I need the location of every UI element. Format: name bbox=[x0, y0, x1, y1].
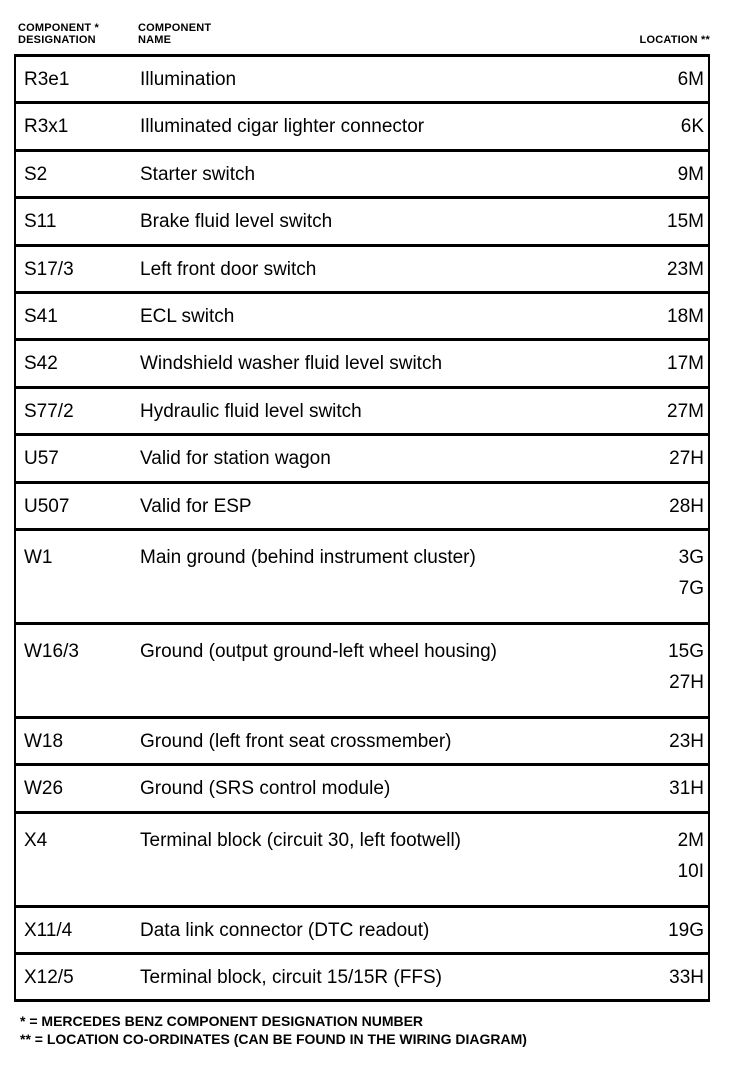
component-location bbox=[667, 259, 704, 290]
header-location: LOCATION ** bbox=[639, 34, 710, 46]
table-row bbox=[14, 389, 710, 436]
header-name bbox=[138, 22, 211, 46]
location-coordinate: 9M bbox=[677, 163, 704, 185]
table-row bbox=[14, 531, 710, 625]
component-location bbox=[669, 731, 704, 762]
component-designation: S42 bbox=[24, 353, 58, 375]
table-row bbox=[14, 719, 710, 766]
component-name: Valid for ESP bbox=[140, 495, 252, 517]
component-location bbox=[669, 778, 704, 809]
component-designation: S77/2 bbox=[24, 400, 74, 422]
table-row bbox=[14, 57, 710, 104]
component-designation: X4 bbox=[24, 829, 48, 851]
component-designation: S41 bbox=[24, 305, 58, 327]
component-designation: X11/4 bbox=[24, 919, 73, 941]
component-designation: X12/5 bbox=[24, 967, 74, 989]
table-row bbox=[14, 152, 710, 199]
location-coordinate: 27H bbox=[669, 448, 704, 470]
component-location bbox=[679, 547, 704, 609]
component-name: Ground (output ground-left wheel housing) bbox=[140, 640, 498, 662]
component-location bbox=[667, 211, 704, 242]
component-name: Terminal block, circuit 15/15R (FFS) bbox=[140, 967, 442, 989]
component-table bbox=[14, 54, 710, 1002]
component-name: Terminal block (circuit 30, left footwell) bbox=[140, 829, 461, 851]
component-name: Left front door switch bbox=[140, 258, 317, 280]
component-location bbox=[668, 920, 704, 951]
header-name-line2: NAME bbox=[138, 34, 172, 46]
location-coordinate: 15G bbox=[668, 640, 704, 662]
component-designation: W26 bbox=[24, 778, 64, 800]
table-row bbox=[14, 908, 710, 955]
component-designation: U507 bbox=[24, 495, 70, 517]
location-coordinate: 23M bbox=[667, 258, 704, 280]
location-coordinate: 23H bbox=[669, 730, 704, 752]
component-location bbox=[678, 164, 704, 195]
component-location bbox=[667, 401, 704, 432]
component-location bbox=[678, 69, 704, 100]
location-coordinate: 27H bbox=[669, 671, 704, 693]
table-row bbox=[14, 625, 710, 719]
footnote-2: ** = LOCATION CO-ORDINATES (CAN BE FOUND IN THE WIRING DIAGRAM) bbox=[20, 1031, 527, 1047]
location-coordinate: 28H bbox=[669, 495, 704, 517]
location-coordinate: 19G bbox=[668, 919, 704, 941]
location-coordinate: 33H bbox=[669, 967, 704, 989]
location-coordinate: 15M bbox=[667, 211, 704, 233]
table-row bbox=[14, 341, 710, 388]
component-name: Illuminated cigar lighter connector bbox=[140, 116, 425, 138]
component-location bbox=[668, 641, 704, 703]
header-name-line1: COMPONENT bbox=[138, 22, 212, 34]
footnote-1: * = MERCEDES BENZ COMPONENT DESIGNATION NUMBER bbox=[20, 1013, 424, 1029]
location-coordinate: 6K bbox=[680, 116, 704, 138]
component-designation: S2 bbox=[24, 163, 48, 185]
component-location bbox=[667, 353, 704, 384]
table-row bbox=[14, 294, 710, 341]
table-row bbox=[14, 199, 710, 246]
location-coordinate: 10I bbox=[677, 860, 704, 882]
component-designation: W16/3 bbox=[24, 640, 79, 662]
component-name: Ground (SRS control module) bbox=[140, 778, 391, 800]
header-designation-line2: DESIGNATION bbox=[18, 34, 96, 46]
table-row bbox=[14, 484, 710, 531]
component-name: Brake fluid level switch bbox=[140, 211, 333, 233]
location-coordinate: 31H bbox=[669, 778, 704, 800]
location-coordinate: 3G bbox=[678, 546, 704, 568]
location-coordinate: 2M bbox=[677, 829, 704, 851]
location-coordinate: 17M bbox=[667, 353, 704, 375]
component-name: Data link connector (DTC readout) bbox=[140, 919, 430, 941]
table-row bbox=[14, 814, 710, 908]
component-designation: S11 bbox=[24, 211, 57, 233]
component-name: Valid for station wagon bbox=[140, 448, 331, 470]
location-coordinate: 6M bbox=[677, 69, 704, 90]
component-name: Main ground (behind instrument cluster) bbox=[140, 546, 476, 568]
location-coordinate: 27M bbox=[667, 400, 704, 422]
table-row bbox=[14, 955, 710, 1002]
component-location bbox=[669, 967, 704, 998]
component-designation: U57 bbox=[24, 448, 59, 470]
header-designation bbox=[18, 22, 99, 46]
table-row bbox=[14, 104, 710, 151]
component-designation: R3e1 bbox=[24, 69, 70, 90]
header-designation-line1: COMPONENT * bbox=[18, 22, 100, 34]
component-designation: S17/3 bbox=[24, 258, 74, 280]
component-location bbox=[678, 830, 704, 892]
table-row bbox=[14, 766, 710, 813]
component-designation: W18 bbox=[24, 730, 64, 752]
location-coordinate: 18M bbox=[667, 305, 704, 327]
component-name: Ground (left front seat crossmember) bbox=[140, 730, 452, 752]
component-location bbox=[681, 116, 704, 147]
component-location bbox=[667, 306, 704, 337]
component-designation: W1 bbox=[24, 546, 53, 568]
location-coordinate: 7G bbox=[678, 577, 704, 599]
component-name: ECL switch bbox=[140, 305, 235, 327]
component-name: Starter switch bbox=[140, 163, 256, 185]
component-location bbox=[669, 448, 704, 479]
component-location bbox=[669, 496, 704, 527]
table-row bbox=[14, 247, 710, 294]
component-designation: R3x1 bbox=[24, 116, 69, 138]
component-name: Hydraulic fluid level switch bbox=[140, 400, 362, 422]
footnotes bbox=[20, 1012, 527, 1048]
component-name: Windshield washer fluid level switch bbox=[140, 353, 443, 375]
component-name: Illumination bbox=[140, 69, 237, 90]
table-row bbox=[14, 436, 710, 483]
